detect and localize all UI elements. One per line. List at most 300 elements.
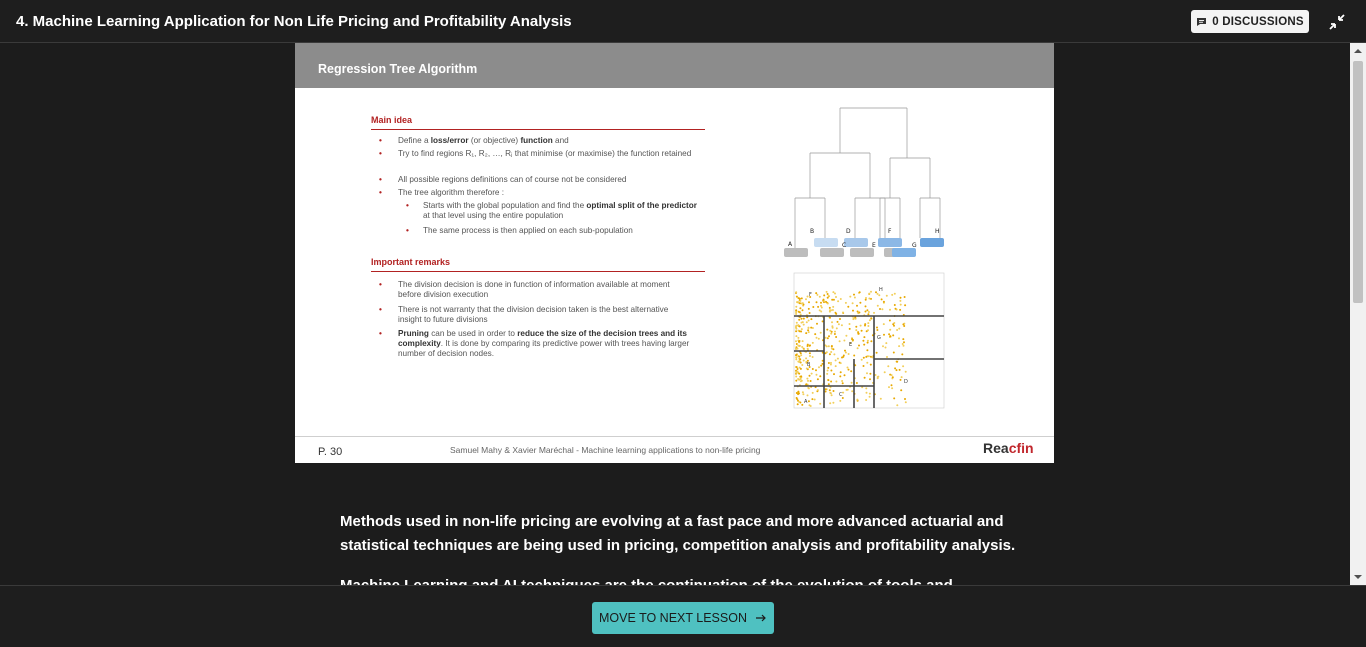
main-idea-bullet: • The tree algorithm therefore : bbox=[379, 188, 505, 197]
scatter-point bbox=[795, 358, 797, 360]
scatter-point bbox=[829, 311, 831, 313]
scatter-point bbox=[806, 378, 808, 380]
scatter-point bbox=[808, 320, 810, 322]
scatter-point bbox=[873, 312, 875, 314]
scatter-point bbox=[817, 306, 819, 308]
scatter-point bbox=[899, 309, 901, 311]
scatter-point bbox=[863, 357, 865, 359]
scatter-point bbox=[865, 305, 867, 307]
scatter-point bbox=[869, 393, 871, 395]
scatter-point bbox=[796, 398, 798, 400]
scatter-point bbox=[820, 311, 822, 313]
scatter-point bbox=[849, 323, 851, 325]
slide-footer-divider bbox=[295, 436, 1054, 437]
scatter-point bbox=[877, 293, 879, 295]
collapse-arrows-icon[interactable] bbox=[1328, 13, 1346, 31]
scatter-point bbox=[830, 370, 832, 372]
scatter-point bbox=[887, 365, 889, 367]
scatter-point bbox=[799, 298, 801, 300]
scatter-point bbox=[795, 376, 797, 378]
scatter-point bbox=[799, 330, 801, 332]
scatter-point bbox=[819, 403, 821, 405]
scatter-point bbox=[856, 305, 858, 307]
tree-leaf-label: G bbox=[912, 242, 917, 249]
scatter-point bbox=[835, 336, 837, 338]
scatter-point bbox=[833, 299, 835, 301]
scatter-point bbox=[805, 332, 807, 334]
chat-bubble-icon bbox=[1196, 17, 1207, 27]
scatter-point bbox=[884, 371, 886, 373]
scatter-region-label: A bbox=[804, 399, 808, 405]
scatter-point bbox=[798, 401, 800, 403]
scatter-point bbox=[876, 352, 878, 354]
scatter-point bbox=[832, 327, 834, 329]
scatter-point bbox=[864, 323, 866, 325]
scatter-point bbox=[867, 325, 869, 327]
scatter-point bbox=[818, 338, 820, 340]
scatter-point bbox=[819, 375, 821, 377]
scatter-point bbox=[818, 366, 820, 368]
scatter-point bbox=[809, 312, 811, 314]
scatter-point bbox=[896, 404, 898, 406]
scatter-point bbox=[891, 294, 893, 296]
bottom-bar bbox=[0, 585, 1366, 647]
scatter-point bbox=[795, 306, 797, 308]
scatter-point bbox=[901, 353, 903, 355]
scatter-point bbox=[876, 329, 878, 331]
scatter-point bbox=[840, 362, 842, 364]
scatter-point bbox=[805, 298, 807, 300]
scatter-point bbox=[808, 331, 810, 333]
scatter-point bbox=[863, 336, 865, 338]
scatter-point bbox=[795, 366, 797, 368]
regression-tree-diagram bbox=[780, 98, 960, 268]
scatter-point bbox=[855, 329, 857, 331]
scatter-point bbox=[802, 309, 804, 311]
scatter-point bbox=[829, 389, 831, 391]
scatter-point bbox=[858, 312, 860, 314]
scatter-point bbox=[832, 402, 834, 404]
scatter-point bbox=[842, 312, 844, 314]
scatter-point bbox=[801, 364, 803, 366]
main-idea-bullet: • Define a loss/error (or objective) function and bbox=[379, 136, 569, 145]
scatter-point bbox=[826, 291, 828, 293]
scatter-point bbox=[795, 340, 797, 342]
scroll-down-arrow-icon[interactable] bbox=[1350, 571, 1366, 583]
scatter-point bbox=[836, 327, 838, 329]
scatter-point bbox=[807, 394, 809, 396]
scatter-point bbox=[851, 382, 853, 384]
scatter-point bbox=[825, 301, 827, 303]
scatter-point bbox=[902, 365, 904, 367]
scatter-point bbox=[812, 306, 814, 308]
scatter-point bbox=[870, 340, 872, 342]
scatter-point bbox=[853, 294, 855, 296]
scatter-point bbox=[809, 404, 811, 406]
scatter-point bbox=[815, 292, 817, 294]
scatter-point bbox=[835, 296, 837, 298]
arrow-right-icon bbox=[755, 613, 767, 623]
scatter-point bbox=[816, 301, 818, 303]
scatter-point bbox=[802, 302, 804, 304]
slide-header bbox=[295, 43, 1054, 88]
scatter-point bbox=[905, 401, 907, 403]
scatter-point bbox=[896, 361, 898, 363]
scatter-point bbox=[798, 319, 800, 321]
scatter-point bbox=[795, 325, 797, 327]
scatter-point bbox=[832, 348, 834, 350]
scatter-point bbox=[817, 389, 819, 391]
scatter-point bbox=[852, 302, 854, 304]
scatter-point bbox=[869, 396, 871, 398]
scatter-point bbox=[886, 295, 888, 297]
scatter-point bbox=[876, 327, 878, 329]
scatter-point bbox=[891, 387, 893, 389]
scatter-point bbox=[899, 300, 901, 302]
scatter-point bbox=[827, 337, 829, 339]
scatter-point bbox=[808, 301, 810, 303]
scatter-point bbox=[848, 369, 850, 371]
scatter-point bbox=[868, 293, 870, 295]
scatter-point bbox=[837, 300, 839, 302]
tree-leaf-label: F bbox=[888, 228, 892, 235]
scatter-point bbox=[896, 369, 898, 371]
scatter-point bbox=[865, 311, 867, 313]
reacfin-logo: Reacfin bbox=[983, 440, 1034, 456]
scatter-point bbox=[861, 359, 863, 361]
scatter-point bbox=[857, 311, 859, 313]
scatter-point bbox=[875, 291, 877, 293]
scatter-point bbox=[798, 361, 800, 363]
scatter-point bbox=[832, 309, 834, 311]
scatter-point bbox=[900, 389, 902, 391]
next-lesson-label: MOVE TO NEXT LESSON bbox=[599, 611, 747, 625]
scatter-point bbox=[795, 312, 797, 314]
scatter-point bbox=[798, 345, 800, 347]
scatter-point bbox=[842, 382, 844, 384]
scatter-region-label: F bbox=[809, 292, 812, 298]
scatter-point bbox=[868, 298, 870, 300]
scatter-point bbox=[869, 319, 871, 321]
scatter-point bbox=[904, 296, 906, 298]
scatter-point bbox=[799, 358, 801, 360]
scatter-point bbox=[865, 399, 867, 401]
scrollbar-thumb[interactable] bbox=[1353, 61, 1363, 303]
scatter-point bbox=[863, 344, 865, 346]
scatter-point bbox=[837, 358, 839, 360]
scatter-point bbox=[870, 291, 872, 293]
scatter-point bbox=[795, 354, 797, 356]
scatter-point bbox=[902, 343, 904, 345]
scatter-point bbox=[870, 356, 872, 358]
scatter-point bbox=[820, 332, 822, 334]
scatter-point bbox=[837, 321, 839, 323]
scatter-point bbox=[867, 329, 869, 331]
tree-leaf-label: D bbox=[846, 228, 851, 235]
scatter-point bbox=[810, 327, 812, 329]
scatter-point bbox=[833, 373, 835, 375]
scatter-point bbox=[868, 311, 870, 313]
scatter-point bbox=[805, 357, 807, 359]
scatter-point bbox=[892, 334, 894, 336]
scatter-point bbox=[900, 379, 902, 381]
scatter-point bbox=[814, 399, 816, 401]
tree-leaf-label: A bbox=[788, 241, 793, 248]
scatter-point bbox=[894, 304, 896, 306]
scatter-point bbox=[795, 380, 797, 382]
scatter-point bbox=[834, 293, 836, 295]
vertical-scrollbar[interactable] bbox=[1350, 43, 1366, 585]
scatter-point bbox=[892, 323, 894, 325]
scatter-point bbox=[881, 298, 883, 300]
scatter-region-label: D bbox=[904, 379, 908, 385]
scatter-point bbox=[844, 350, 846, 352]
scatter-point bbox=[825, 337, 827, 339]
scatter-point bbox=[815, 369, 817, 371]
scatter-point bbox=[893, 352, 895, 354]
scatter-point bbox=[802, 340, 804, 342]
scatter-point bbox=[829, 402, 831, 404]
scatter-point bbox=[835, 381, 837, 383]
scatter-point bbox=[833, 390, 835, 392]
tree-leaf-label: C bbox=[842, 242, 847, 249]
scatter-point bbox=[853, 355, 855, 357]
scatter-point bbox=[865, 297, 867, 299]
scatter-point bbox=[885, 342, 887, 344]
scatter-point bbox=[809, 352, 811, 354]
scatter-point bbox=[896, 329, 898, 331]
scatter-point bbox=[835, 365, 837, 367]
scatter-point bbox=[860, 325, 862, 327]
scatter-point bbox=[827, 293, 829, 295]
scatter-point bbox=[823, 299, 825, 301]
scatter-point bbox=[849, 296, 851, 298]
scatter-point bbox=[866, 362, 868, 364]
scatter-region-label: G bbox=[877, 335, 881, 341]
main-idea-divider bbox=[371, 129, 705, 130]
scatter-point bbox=[816, 374, 818, 376]
scatter-point bbox=[895, 308, 897, 310]
scatter-point bbox=[807, 344, 809, 346]
scatter-point bbox=[797, 391, 799, 393]
scatter-point bbox=[831, 321, 833, 323]
scatter-point bbox=[898, 345, 900, 347]
scatter-point bbox=[905, 371, 907, 373]
scatter-point bbox=[828, 383, 830, 385]
move-to-next-lesson-button[interactable] bbox=[592, 602, 774, 634]
scatter-point bbox=[859, 302, 861, 304]
scatter-point bbox=[854, 297, 856, 299]
discussions-button[interactable] bbox=[1191, 10, 1309, 33]
scatter-point bbox=[825, 388, 827, 390]
remarks-heading: Important remarks bbox=[371, 257, 451, 267]
scatter-point bbox=[851, 390, 853, 392]
scatter-point bbox=[845, 302, 847, 304]
scatter-point bbox=[797, 371, 799, 373]
scatter-point bbox=[904, 304, 906, 306]
scatter-point bbox=[827, 367, 829, 369]
scatter-point bbox=[900, 304, 902, 306]
scatter-point bbox=[839, 340, 841, 342]
scatter-point bbox=[812, 392, 814, 394]
scatter-point bbox=[801, 328, 803, 330]
scatter-point bbox=[816, 337, 818, 339]
scatter-point bbox=[796, 301, 798, 303]
scatter-point bbox=[812, 356, 814, 358]
remarks-divider bbox=[371, 271, 705, 272]
slide-page-number: P. 30 bbox=[318, 446, 343, 458]
scatter-point bbox=[830, 333, 832, 335]
tree-leaf-label: H bbox=[935, 228, 940, 235]
scatter-point bbox=[841, 324, 843, 326]
scatter-point bbox=[826, 373, 828, 375]
scatter-point bbox=[828, 335, 830, 337]
top-bar bbox=[0, 0, 1366, 43]
scatter-point bbox=[878, 294, 880, 296]
scatter-point bbox=[904, 398, 906, 400]
scatter-point bbox=[882, 345, 884, 347]
scatter-point bbox=[819, 296, 821, 298]
scatter-point bbox=[835, 312, 837, 314]
scatter-point bbox=[865, 387, 867, 389]
slide-authors: Samuel Mahy & Xavier Maréchal - Machine learning applications to non-life pricing bbox=[450, 445, 761, 455]
scatter-point bbox=[898, 328, 900, 330]
remarks-bullet: • There is not warranty that the division decision taken is the best alternative insight to future divisions bbox=[379, 305, 669, 324]
scatter-point bbox=[831, 345, 833, 347]
scatter-point bbox=[900, 297, 902, 299]
scatter-point bbox=[802, 393, 804, 395]
scatter-point bbox=[803, 318, 805, 320]
scatter-point bbox=[883, 323, 885, 325]
scatter-region-label: B bbox=[807, 362, 811, 368]
scatter-point bbox=[801, 380, 803, 382]
scatter-point bbox=[799, 311, 801, 313]
scatter-point bbox=[800, 378, 802, 380]
scatter-point bbox=[865, 356, 867, 358]
scatter-point bbox=[894, 367, 896, 369]
scatter-point bbox=[883, 301, 885, 303]
scatter-point bbox=[879, 308, 881, 310]
scatter-point bbox=[800, 368, 802, 370]
scatter-point bbox=[814, 333, 816, 335]
scatter-point bbox=[799, 300, 801, 302]
scatter-point bbox=[823, 294, 825, 296]
scatter-point bbox=[865, 299, 867, 301]
scatter-point bbox=[796, 392, 798, 394]
scatter-point bbox=[827, 370, 829, 372]
scatter-point bbox=[823, 300, 825, 302]
scatter-point bbox=[834, 333, 836, 335]
scatter-point bbox=[866, 372, 868, 374]
scatter-point bbox=[889, 320, 891, 322]
main-idea-sub-bullet: • The same process is then applied on each sub-population bbox=[406, 226, 633, 235]
scatter-point bbox=[799, 340, 801, 342]
scatter-point bbox=[862, 340, 864, 342]
scatter-point bbox=[840, 371, 842, 373]
scatter-point bbox=[877, 305, 879, 307]
scatter-point bbox=[828, 362, 830, 364]
scatter-point bbox=[845, 335, 847, 337]
scatter-point bbox=[867, 322, 869, 324]
scatter-point bbox=[851, 338, 853, 340]
scatter-point bbox=[799, 325, 801, 327]
scatter-point bbox=[877, 376, 879, 378]
scatter-point bbox=[801, 318, 803, 320]
scatter-point bbox=[901, 376, 903, 378]
scatter-point bbox=[795, 330, 797, 332]
scatter-point bbox=[891, 374, 893, 376]
scatter-region-label: E bbox=[849, 342, 853, 348]
scatter-point bbox=[820, 302, 822, 304]
scatter-point bbox=[812, 327, 814, 329]
lesson-content[interactable] bbox=[0, 43, 1350, 585]
scatter-point bbox=[797, 337, 799, 339]
scatter-point bbox=[820, 365, 822, 367]
scatter-point bbox=[888, 333, 890, 335]
scatter-point bbox=[838, 323, 840, 325]
scatter-point bbox=[840, 298, 842, 300]
scatter-point bbox=[846, 389, 848, 391]
scatter-point bbox=[849, 328, 851, 330]
scatter-point bbox=[829, 353, 831, 355]
scatter-point bbox=[863, 365, 865, 367]
scatter-point bbox=[800, 375, 802, 377]
scatter-point bbox=[800, 352, 802, 354]
scatter-point bbox=[829, 330, 831, 332]
scatter-point bbox=[795, 348, 797, 350]
scatter-point bbox=[826, 351, 828, 353]
scatter-point bbox=[795, 309, 797, 311]
scatter-point bbox=[883, 334, 885, 336]
scatter-point bbox=[807, 380, 809, 382]
scatter-point bbox=[797, 403, 799, 405]
scatter-point bbox=[850, 370, 852, 372]
scatter-point bbox=[848, 353, 850, 355]
remarks-bullet: • The division decision is done in function of information available at moment before division execution bbox=[379, 280, 670, 299]
scatter-point bbox=[870, 317, 872, 319]
scatter-point bbox=[829, 307, 831, 309]
scatter-point bbox=[803, 360, 805, 362]
scatter-point bbox=[886, 356, 888, 358]
scatter-point bbox=[827, 297, 829, 299]
scatter-point bbox=[847, 306, 849, 308]
scroll-up-arrow-icon[interactable] bbox=[1350, 45, 1366, 57]
scatter-point bbox=[833, 353, 835, 355]
scatter-point bbox=[801, 404, 803, 406]
scatter-point bbox=[867, 313, 869, 315]
scatter-point bbox=[898, 337, 900, 339]
scatter-point bbox=[808, 400, 810, 402]
scatter-point bbox=[816, 294, 818, 296]
main-idea-heading: Main idea bbox=[371, 115, 413, 125]
scatter-point bbox=[801, 346, 803, 348]
scatter-point bbox=[843, 355, 845, 357]
scatter-point bbox=[810, 380, 812, 382]
scatter-point bbox=[805, 383, 807, 385]
scatter-point bbox=[856, 382, 858, 384]
scatter-point bbox=[867, 342, 869, 344]
scatter-point bbox=[806, 321, 808, 323]
scatter-point bbox=[894, 293, 896, 295]
scatter-point bbox=[825, 391, 827, 393]
scatter-point bbox=[844, 374, 846, 376]
scatter-point bbox=[847, 367, 849, 369]
scatter-point bbox=[852, 310, 854, 312]
scatter-point bbox=[831, 394, 833, 396]
scatter-point bbox=[893, 397, 895, 399]
scatter-point bbox=[817, 378, 819, 380]
scatter-point bbox=[801, 297, 803, 299]
